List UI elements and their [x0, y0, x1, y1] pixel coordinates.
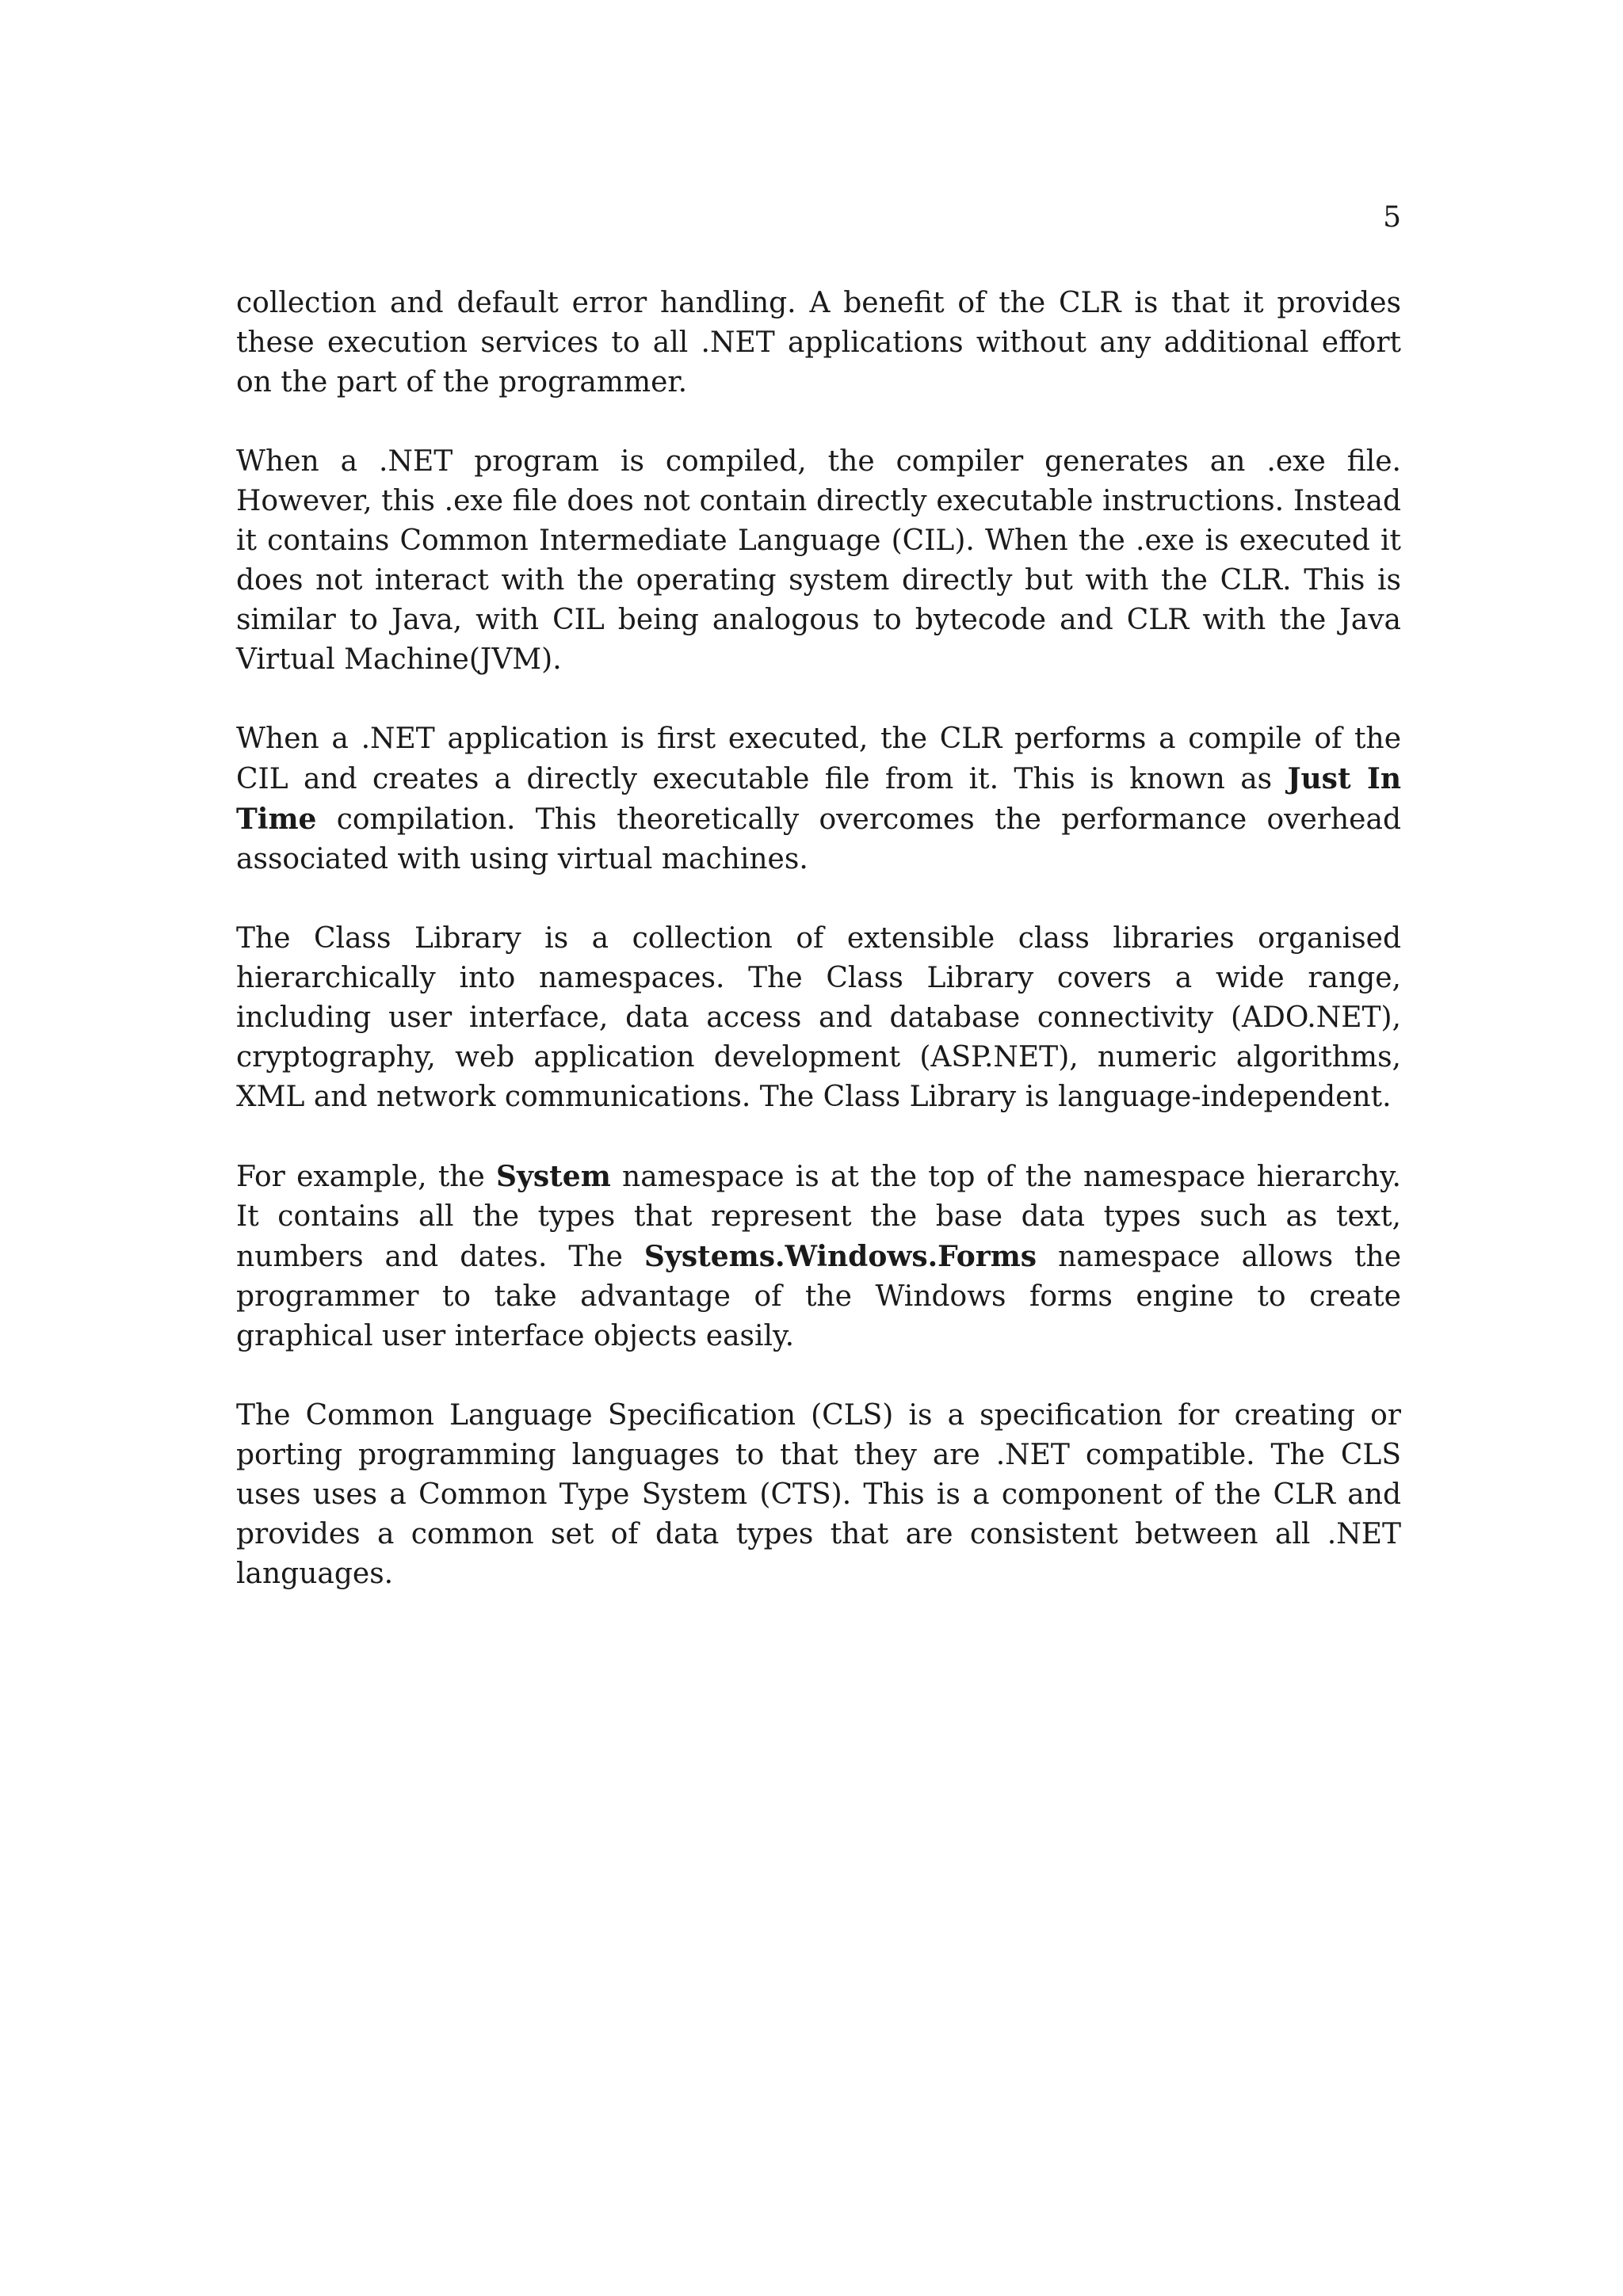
- text-run: For example, the: [236, 1161, 496, 1193]
- text-run: namespace allows the programmer to take advantage of the Windows forms engine to create graphical user interface objects easily.: [236, 1241, 1401, 1352]
- text-run: The Common Language Specification (CLS) is a specification for creating or porting programming languages to that they are .NET compatible. The CLS uses uses a Common Type System (CTS). This is a component of the CLR and provides a common set of data types that are consistent between all .NET languages.: [236, 1399, 1401, 1590]
- page-number: 5: [1383, 201, 1401, 234]
- paragraph: [236, 719, 1401, 879]
- text-run: compilation. This theoretically overcomes the performance overhead associated with using virtual machines.: [236, 803, 1401, 875]
- bold-term: Systems.Windows.Forms: [643, 1240, 1037, 1273]
- paragraph: [236, 442, 1401, 680]
- paragraph: [236, 1157, 1401, 1356]
- body-text: [236, 284, 1401, 1594]
- text-run: When a .NET application is first executed, the CLR performs a compile of the CIL and creates a directly executable file from it. This is known as: [236, 723, 1401, 795]
- text-run: When a .NET program is compiled, the compiler generates an .exe file. However, this .exe file does not contain directly executable instructions. Instead it contains Common Intermediate Language (CIL). When the .exe is executed it does not interact with the operating system directly but with the CLR. This is similar to Java, with CIL being analogous to bytecode and CLR with the Java Virtual Machine(JVM).: [236, 445, 1401, 676]
- paragraph: [236, 284, 1401, 402]
- paragraph: [236, 919, 1401, 1117]
- bold-term: System: [495, 1160, 611, 1193]
- text-run: namespace is at the top of the namespace hierarchy. It contains all the types that represent the base data types such as text, numbers and dates. The: [236, 1161, 1401, 1273]
- paragraph: [236, 1396, 1401, 1594]
- text-run: collection and default error handling. A benefit of the CLR is that it provides these execution services to all .NET applications without any additional effort on the part of the programmer.: [236, 287, 1401, 399]
- text-run: The Class Library is a collection of extensible class libraries organised hierarchically into namespaces. The Class Library covers a wide range, including user interface, data access and database connectivity (ADO.NET), cryptography, web application development (ASP.NET), numeric algorithms, XML and network communications. The Class Library is language-independent.: [236, 922, 1401, 1113]
- bold-term: Just In Time: [236, 762, 1402, 836]
